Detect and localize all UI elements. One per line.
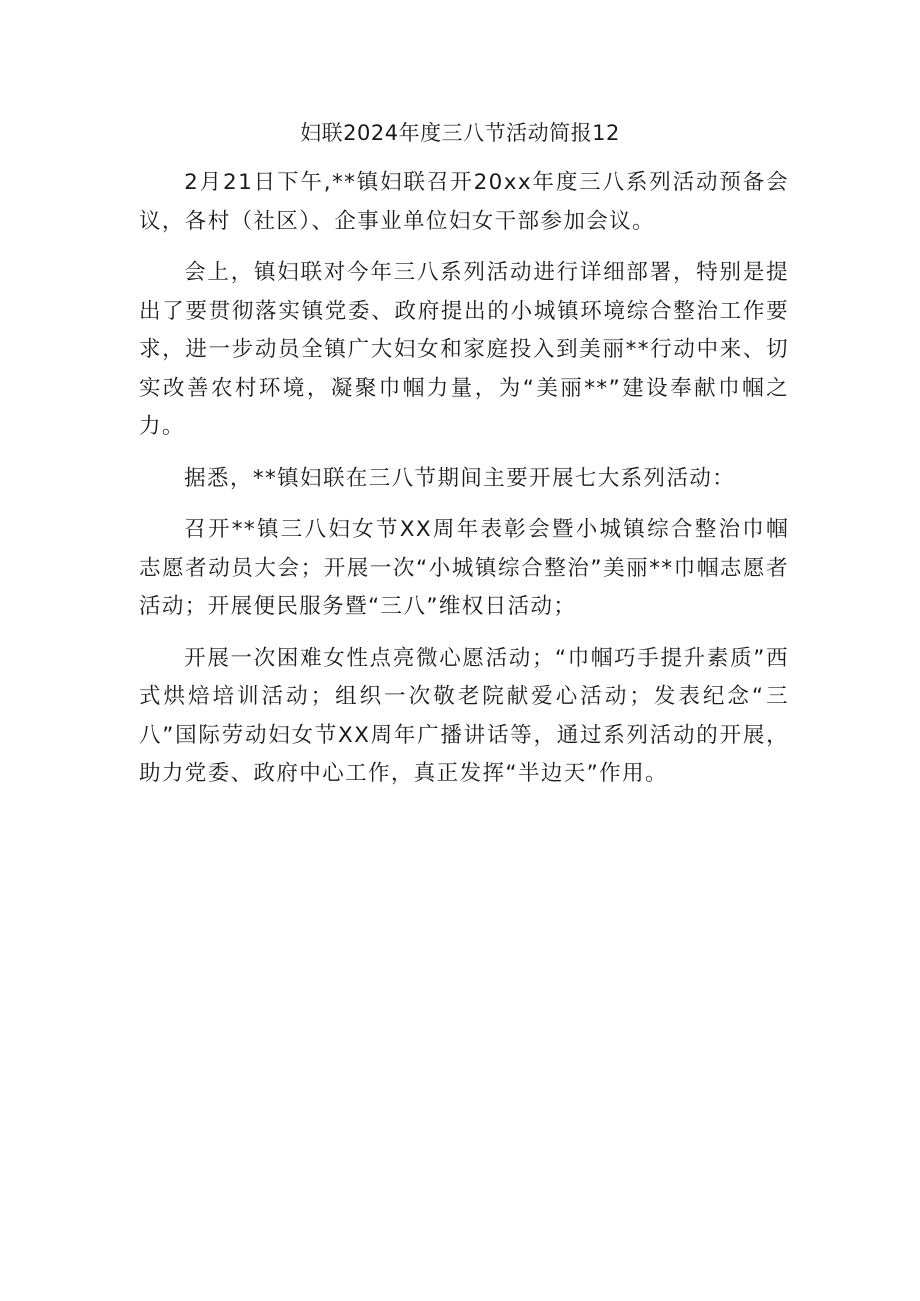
paragraph-activities-part1: 召开**镇三八妇女节XX周年表彰会暨小城镇综合整治巾帼志愿者动员大会；开展一次“小城镇综合整治”美丽**巾帼志愿者活动；开展便民服务暨“三八”维权日活动； — [139, 517, 789, 619]
document-body — [139, 164, 789, 807]
paragraph-activities-intro: 据悉，**镇妇联在三八节期间主要开展七大系列活动： — [184, 465, 736, 491]
paragraph-deployment: 会上，镇妇联对今年三八系列活动进行详细部署，特别是提出了要贯彻落实镇党委、政府提出的小城镇环境综合整治工作要求，进一步动员全镇广大妇女和家庭投入到美丽**行动中来、切实改善农村环境，凝聚巾帼力量，为“美丽**”建设奉献巾帼之力。 — [139, 260, 789, 439]
document-title: 妇联2024年度三八节活动简报12 — [300, 121, 620, 145]
paragraph-activities-part2: 开展一次困难女性点亮微心愿活动；“巾帼巧手提升素质”西式烘焙培训活动；组织一次敬老院献爱心活动；发表纪念“三八”国际劳动妇女节XX周年广播讲话等，通过系列活动的开展，助力党委、政府中心工作，真正发挥“半边天”作用。 — [139, 645, 789, 786]
paragraph-meeting-notice: 2月21日下午,**镇妇联召开20xx年度三八系列活动预备会议，各村（社区）、企事业单位妇女干部参加会议。 — [139, 170, 789, 234]
